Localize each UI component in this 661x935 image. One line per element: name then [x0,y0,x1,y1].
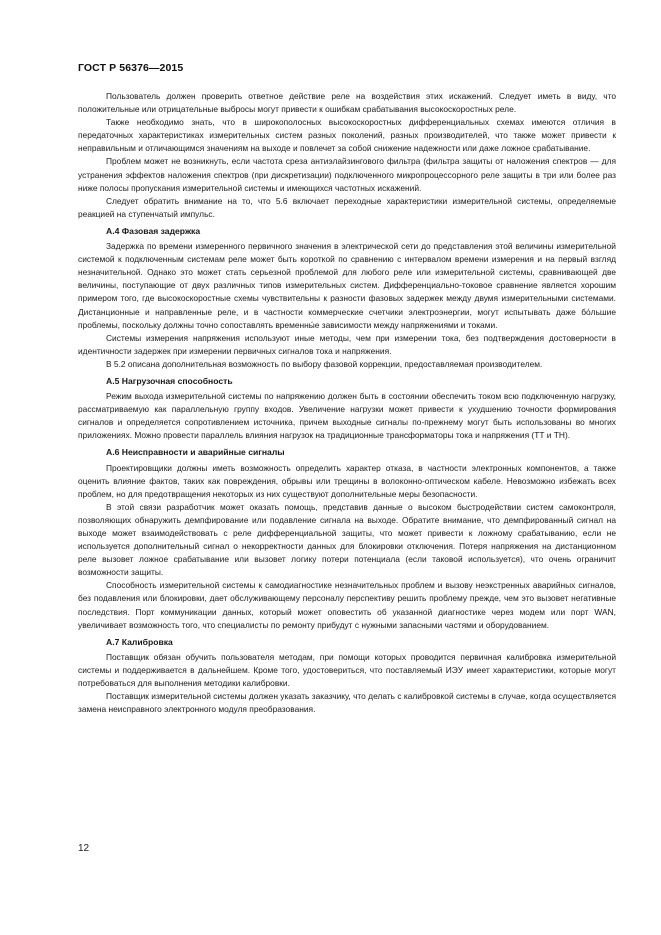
section-heading: А.6 Неисправности и аварийные сигналы [106,447,285,458]
paragraph: Также необходимо знать, что в широкополосных высокоскоростных дифференциальных схемах имеются отличия в передаточных характеристиках измерительных систем разных поколений, разных производителей, что также может привести к неправильным и отличающимся значениям на выходе и повлечет за собой снижение надежности или даже ложное срабатывание. [78,117,616,154]
page-number: 12 [78,843,90,854]
document-body [78,90,616,716]
section-heading: А.7 Калибровка [106,636,173,647]
document-header: ГОСТ Р 56376—2015 [78,62,184,74]
paragraph: Проектировщики должны иметь возможность определить характер отказа, в частности электронных компонентов, а также оценить влияние фактов, таких как повреждения, обрывы или трещины в волоконно-оптическом кабеле. Невозможно избежать всех проблем, но для предотвращения некоторых из них существуют дополнительные меры безопасности. [78,462,616,499]
paragraph: Системы измерения напряжения используют иные методы, чем при измерении тока, без подтверждения достоверности в идентичности задержек при измерении первичных сигналов тока и напряжения. [78,332,616,356]
paragraph: Режим выхода измерительной системы по напряжению должен быть в состоянии обеспечить током всю подключенную нагрузку, рассматриваемую как параллельную группу входов. Увеличение нагрузки может привести к ухудшению точности формирования сигналов и определяется сопротивлением источника, причем выходные сигналы по-прежнему могут быть использованы во многих приложениях. Можно провести параллель влияния нагрузок на традиционные трансформаторы тока и напряжения (ТТ и ТН). [78,391,616,441]
section-heading: А.5 Нагрузочная способность [106,375,233,386]
paragraph: Способность измерительной системы к самодиагностике незначительных проблем и вызову неэкстренных аварийных сигналов, без подавления или блокировки, дает обслуживающему персоналу перспективу решить проблему прежде, чем это вызовет негативные последствия. Порт коммуникации данных, который может оповестить об указанной диагностике через модем или порт WAN, увеличивает возможность того, что специалисты по ремонту прибудут с нужными запасными частями и оборудованием. [78,580,616,630]
paragraph: Поставщик измерительной системы должен указать заказчику, что делать с калибровкой системы в случае, когда осуществляется замена неисправного электронного модуля преобразования. [78,691,616,715]
paragraph: Пользователь должен проверить ответное действие реле на воздействия этих искажений. Следует иметь в виду, что положительные или отрицательные выбросы могут привести к ошибкам срабатывания высокоскоростных реле. [78,91,616,115]
paragraph: В этой связи разработчик может оказать помощь, представив данные о высоком быстродействии систем самоконтроля, позволяющих обнаружить демпфирование или подавление сигнала на выходе. Обратите внимание, что демпфированный сигнал на выходе может взаимодействовать с реле дифференциальной защиты, что может привести к ложному срабатыванию, если не используется дополнительный сигнал о некорректности данных для блокировки отключения. Потеря напряжения на дистанционном реле вызовет ложное срабатывание или вызовет логику потери потенциала (если таковой используется), что очень ограничит возможности защиты. [78,501,616,578]
paragraph: В 5.2 описана дополнительная возможность по выбору фазовой коррекции, предоставляемая производителем. [106,358,543,369]
paragraph: Проблем может не возникнуть, если частота среза антиэлайзингового фильтра (фильтра защиты от наложения спектров — для устранения эффектов наложения спектров (при дискретизации) подключенного микропроцессорного реле защиты в три или более раз ниже полосы пропускания измерительной системы и имеющихся частотных искажений. [78,156,616,193]
paragraph: Поставщик обязан обучить пользователя методам, при помощи которых проводится первичная калибровка измерительной системы и поддерживается в дальнейшем. Кроме того, удостовериться, что поставляемый ИЭУ имеет характеристики, которые могут потребоваться для выполнения методики калибровки. [78,651,616,689]
paragraph: Задержка по времени измеренного первичного значения в электрической сети до представления этой величины измерительной системой к подключенным системам реле может быть короткой по сравнению с интервалом времени измерения и на первый взгляд незначительной. Однако это может стать серьезной проблемой для любого реле или измерительной системы, сравнивающей две величины, поступающие от двух различных типов измерительных систем. Дифференциально-токовое сравнение является хорошим примером того, где высокоскоростные схемы чувствительны к разности фазовых задержек между двумя измерительными системами. Дистанционные и направленные реле, и в частности коммерческие счетчики электроэнергии, могут испытывать даже бо́льшие проблемы, поскольку должны точно сопоставлять временны́е зависимости между напряжениями и токами. [78,241,616,330]
paragraph: Следует обратить внимание на то, что 5.6 включает переходные характеристики измерительной системы, определяемые реакцией на ступенчатый импульс. [78,195,616,219]
section-heading: А.4 Фазовая задержка [106,225,201,236]
